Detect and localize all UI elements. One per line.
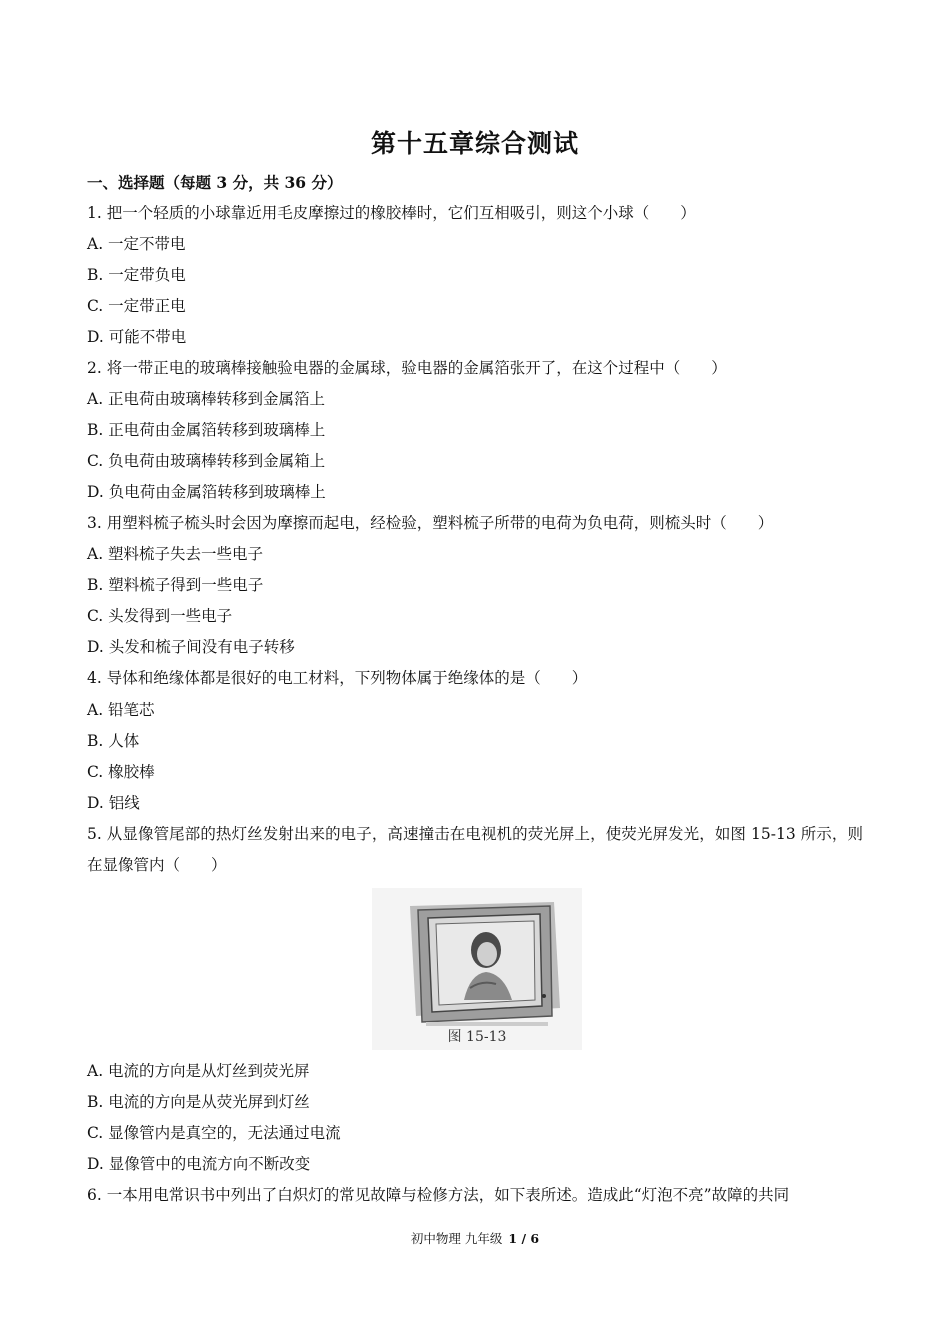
q4-option-c: C. 橡胶棒 (87, 763, 155, 781)
q5-option-a: A. 电流的方向是从灯丝到荧光屏 (87, 1062, 310, 1080)
q1-option-b: B. 一定带负电 (87, 266, 186, 284)
q5-option-d: D. 显像管中的电流方向不断改变 (87, 1155, 311, 1173)
television-image (372, 888, 582, 1050)
q2-option-c: C. 负电荷由玻璃棒转移到金属箱上 (87, 452, 326, 470)
q2-option-d: D. 负电荷由金属箔转移到玻璃棒上 (87, 483, 326, 501)
question-4-stem: 4. 导体和绝缘体都是很好的电工材料，下列物体属于绝缘体的是（ ） (87, 669, 588, 687)
q1-option-c: C. 一定带正电 (87, 297, 186, 315)
q2-option-b: B. 正电荷由金属箔转移到玻璃棒上 (87, 421, 326, 439)
question-1-stem: 1. 把一个轻质的小球靠近用毛皮摩擦过的橡胶棒时，它们互相吸引，则这个小球（ ） (87, 204, 696, 222)
q3-option-d: D. 头发和梳子间没有电子转移 (87, 638, 295, 656)
figure-caption: 图 15-13 (447, 1029, 507, 1045)
footer-text: 初中物理 九年级 (410, 1231, 503, 1246)
q2-option-a: A. 正电荷由玻璃棒转移到金属箔上 (87, 390, 326, 408)
question-3-stem: 3. 用塑料梳子梳头时会因为摩擦而起电，经检验，塑料梳子所带的电荷为负电荷，则梳头时（ ） (87, 514, 774, 532)
q3-option-a: A. 塑料梳子失去一些电子 (87, 545, 264, 563)
question-6-stem: 6. 一本用电常识书中列出了白炽灯的常见故障与检修方法，如下表所述。造成此“灯泡不亮”故障的共同 (87, 1186, 790, 1204)
q1-option-d: D. 可能不带电 (87, 328, 187, 346)
tv-figure (372, 888, 582, 1050)
q4-option-d: D. 铝线 (87, 794, 140, 812)
q3-option-b: B. 塑料梳子得到一些电子 (87, 576, 264, 594)
page-footer (0, 1229, 950, 1247)
question-5-stem: 5. 从显像管尾部的热灯丝发射出来的电子，高速撞击在电视机的荧光屏上，使荧光屏发光，如图 15-13 所示，则在显像管内（ ） (87, 825, 863, 874)
question-2-stem: 2. 将一带正电的玻璃棒接触验电器的金属球，验电器的金属箔张开了，在这个过程中（ ） (87, 359, 727, 377)
q1-option-a: A. 一定不带电 (87, 235, 186, 253)
q3-option-c: C. 头发得到一些电子 (87, 607, 233, 625)
q5-option-b: B. 电流的方向是从荧光屏到灯丝 (87, 1093, 310, 1111)
q5-option-c: C. 显像管内是真空的，无法通过电流 (87, 1124, 341, 1142)
page-title: 第十五章综合测试 (370, 129, 579, 158)
q4-option-b: B. 人体 (87, 732, 140, 750)
section-heading: 一、选择题（每题 3 分，共 36 分） (87, 173, 343, 192)
q4-option-a: A. 铅笔芯 (87, 701, 155, 719)
page-number: 1 / 6 (508, 1231, 540, 1246)
